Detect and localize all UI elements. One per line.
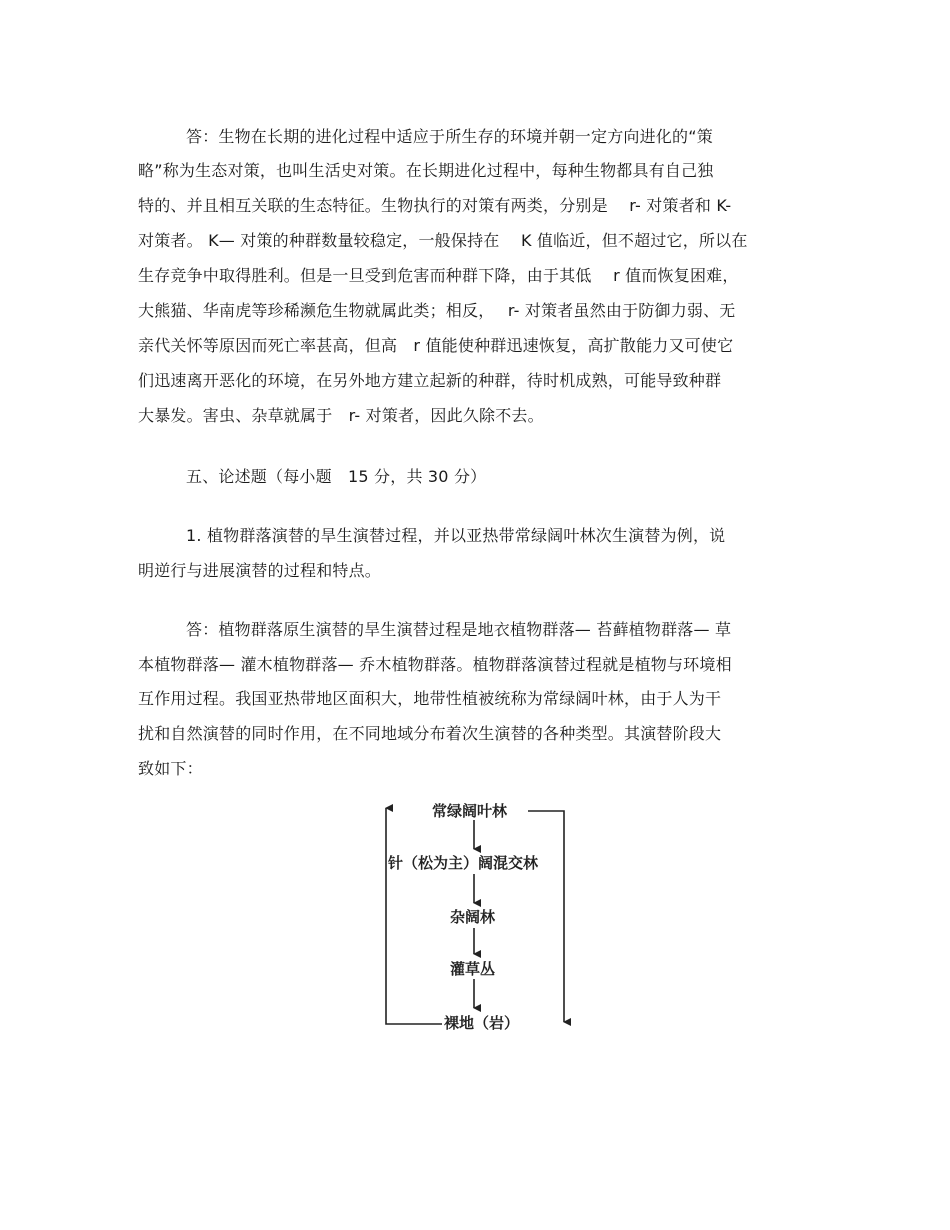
answer1-line-7: 亲代关怀等原因而死亡率甚高，但高 r 值能使种群迅速恢复，高扩散能力又可使它 — [138, 336, 734, 355]
answer1-line-1: 答：生物在长期的进化过程中适应于所生存的环境并朝一定方向进化的“策 — [186, 127, 713, 146]
answer2-line-2: 本植物群落— 灌木植物群落— 乔木植物群落。植物群落演替过程就是植物与环境相 — [138, 655, 732, 674]
section-heading: 五、论述题（每小题 15 分，共 30 分） — [186, 467, 487, 486]
progression-arrow — [386, 808, 442, 1024]
answer1-line-3: 特的、并且相互关联的生态特征。生物执行的对策有两类，分别是 r- 对策者和 K- — [138, 196, 732, 215]
succession-diagram — [370, 796, 580, 1041]
node-mixed-broadleaf-forest: 杂阔林 — [450, 908, 496, 926]
answer2-line-5: 致如下： — [138, 759, 203, 778]
answer1-line-4: 对策者。 K— 对策的种群数量较稳定，一般保持在 K 值临近，但不超过它，所以在 — [138, 231, 748, 250]
node-bare-land: 裸地（岩） — [444, 1014, 520, 1032]
answer2-line-3: 互作用过程。我国亚热带地区面积大，地带性植被统称为常绿阔叶林，由于人为干 — [138, 689, 722, 708]
answer1-line-5: 生存竞争中取得胜利。但是一旦受到危害而种群下降，由于其低 r 值而恢复困难， — [138, 266, 739, 285]
question1-line-1: 1. 植物群落演替的旱生演替过程，并以亚热带常绿阔叶林次生演替为例，说 — [186, 526, 726, 545]
question1-line-2: 明逆行与进展演替的过程和特点。 — [138, 561, 382, 580]
answer1-line-2: 略”称为生态对策，也叫生活史对策。在长期进化过程中，每种生物都具有自己独 — [138, 161, 714, 180]
answer1-line-6: 大熊猫、华南虎等珍稀濒危生物就属此类；相反， r- 对策者虽然由于防御力弱、无 — [138, 301, 736, 320]
answer2-line-4: 扰和自然演替的同时作用，在不同地域分布着次生演替的各种类型。其演替阶段大 — [138, 724, 722, 743]
answer1-line-8: 们迅速离开恶化的环境，在另外地方建立起新的种群，待时机成熟，可能导致种群 — [138, 371, 722, 390]
node-shrub-grassland: 灌草丛 — [450, 960, 496, 978]
answer1-line-9: 大暴发。害虫、杂草就属于 r- 对策者，因此久除不去。 — [138, 406, 544, 425]
node-evergreen-broadleaf-forest: 常绿阔叶林 — [432, 802, 508, 820]
answer2-line-1: 答：植物群落原生演替的旱生演替过程是地衣植物群落— 苔藓植物群落— 草 — [186, 620, 732, 639]
node-mixed-forest: 针（松为主）阔混交林 — [388, 854, 539, 872]
retrogression-arrow — [528, 811, 564, 1022]
